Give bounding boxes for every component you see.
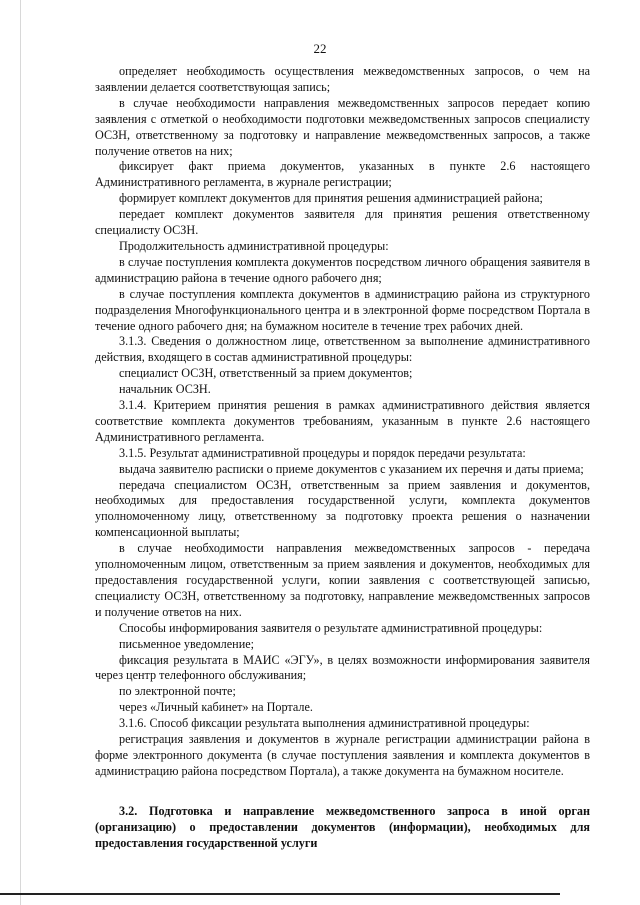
paragraph: формирует комплект документов для принятия решения администрацией района; bbox=[119, 191, 543, 206]
section-heading: 3.2. Подготовка и направление межведомственного запроса в иной орган (организацию) о предоставлении документов (информации), необходимых для предоставления государственной услуги bbox=[95, 803, 590, 850]
paragraph: в случае поступления комплекта документов посредством личного обращения заявителя в администрацию района в течение одного рабочего дня; bbox=[95, 254, 590, 285]
paragraph: по электронной почте; bbox=[119, 684, 236, 699]
paragraph: письменное уведомление; bbox=[119, 636, 255, 651]
paragraph: 3.1.3. Сведения о должностном лице, ответственном за выполнение административного действия, входящего в состав административной процедуры: bbox=[95, 334, 590, 365]
paragraph: Продолжительность административной процедуры: bbox=[119, 238, 389, 253]
paragraph: передача специалистом ОСЗН, ответственным за прием заявления и документов, необходимых для предоставления государственной услуги, комплекта документов уполномоченному лицу, ответственному за подготовку проекта решения о назначении компенсационной выплаты; bbox=[95, 477, 590, 540]
paragraph: определяет необходимость осуществления межведомственных запросов, о чем на заявлении делается соответствующая запись; bbox=[95, 64, 590, 94]
paragraph: 3.1.5. Результат административной процедуры и порядок передачи результата: bbox=[119, 445, 526, 460]
paragraph: 3.1.6. Способ фиксации результата выполнения административной процедуры: bbox=[119, 716, 530, 731]
paragraph: в случае необходимости направления межведомственных запросов - передача уполномоченным лицом, ответственным за прием заявления и документов, необходимых для предоставления государственной услуги, копии заявления с соответствующей записью, специалисту ОСЗН, ответственному за подготовку, направление межведомственных запросов и получение ответов на них. bbox=[95, 541, 590, 619]
document-body bbox=[95, 64, 590, 852]
page-number: 22 bbox=[313, 41, 327, 56]
paragraph: в случае поступления комплекта документов в администрацию района из структурного подразделения Многофункционального центра и в электронной форме посредством Портала в течение одного рабочего дня; на бумажном носителе в течение трех рабочих дней. bbox=[95, 286, 590, 333]
paragraph: регистрация заявления и документов в журнале регистрации администрации района в форме электронного документа (в случае поступления заявления и комплекта документов в администрацию района посредством Портала), а также документа на бумажном носителе. bbox=[95, 732, 590, 778]
paragraph: в случае необходимости направления межведомственных запросов передает копию заявления с отметкой о необходимости подготовки межведомственных запросов специалисту ОСЗН, ответственному за подготовку и направление межведомственных запросов, а также получение ответов на них; bbox=[95, 95, 590, 158]
paragraph: Способы информирования заявителя о результате административной процедуры: bbox=[119, 620, 543, 635]
paragraph: начальник ОСЗН. bbox=[119, 382, 211, 397]
paragraph: фиксация результата в МАИС «ЭГУ», в целях возможности информирования заявителя через центр телефонного обслуживания; bbox=[95, 652, 590, 683]
paragraph: выдача заявителю расписки о приеме документов с указанием их перечня и даты приема; bbox=[119, 461, 584, 476]
scan-edge-line bbox=[20, 0, 21, 905]
paragraph: 3.1.4. Критерием принятия решения в рамках административного действия является соответствие комплекта документов требованиям, указанным в пункте 2.6 настоящего Административного регламента. bbox=[95, 398, 590, 444]
paragraph: передает комплект документов заявителя для принятия решения ответственному специалисту ОСЗН. bbox=[95, 207, 590, 238]
paragraph: специалист ОСЗН, ответственный за прием документов; bbox=[119, 366, 413, 381]
paragraph: через «Личный кабинет» на Портале. bbox=[119, 700, 313, 715]
page-bottom-rule bbox=[0, 893, 560, 895]
paragraph: фиксирует факт приема документов, указанных в пункте 2.6 настоящего Административного регламента, в журнале регистрации; bbox=[95, 159, 590, 190]
